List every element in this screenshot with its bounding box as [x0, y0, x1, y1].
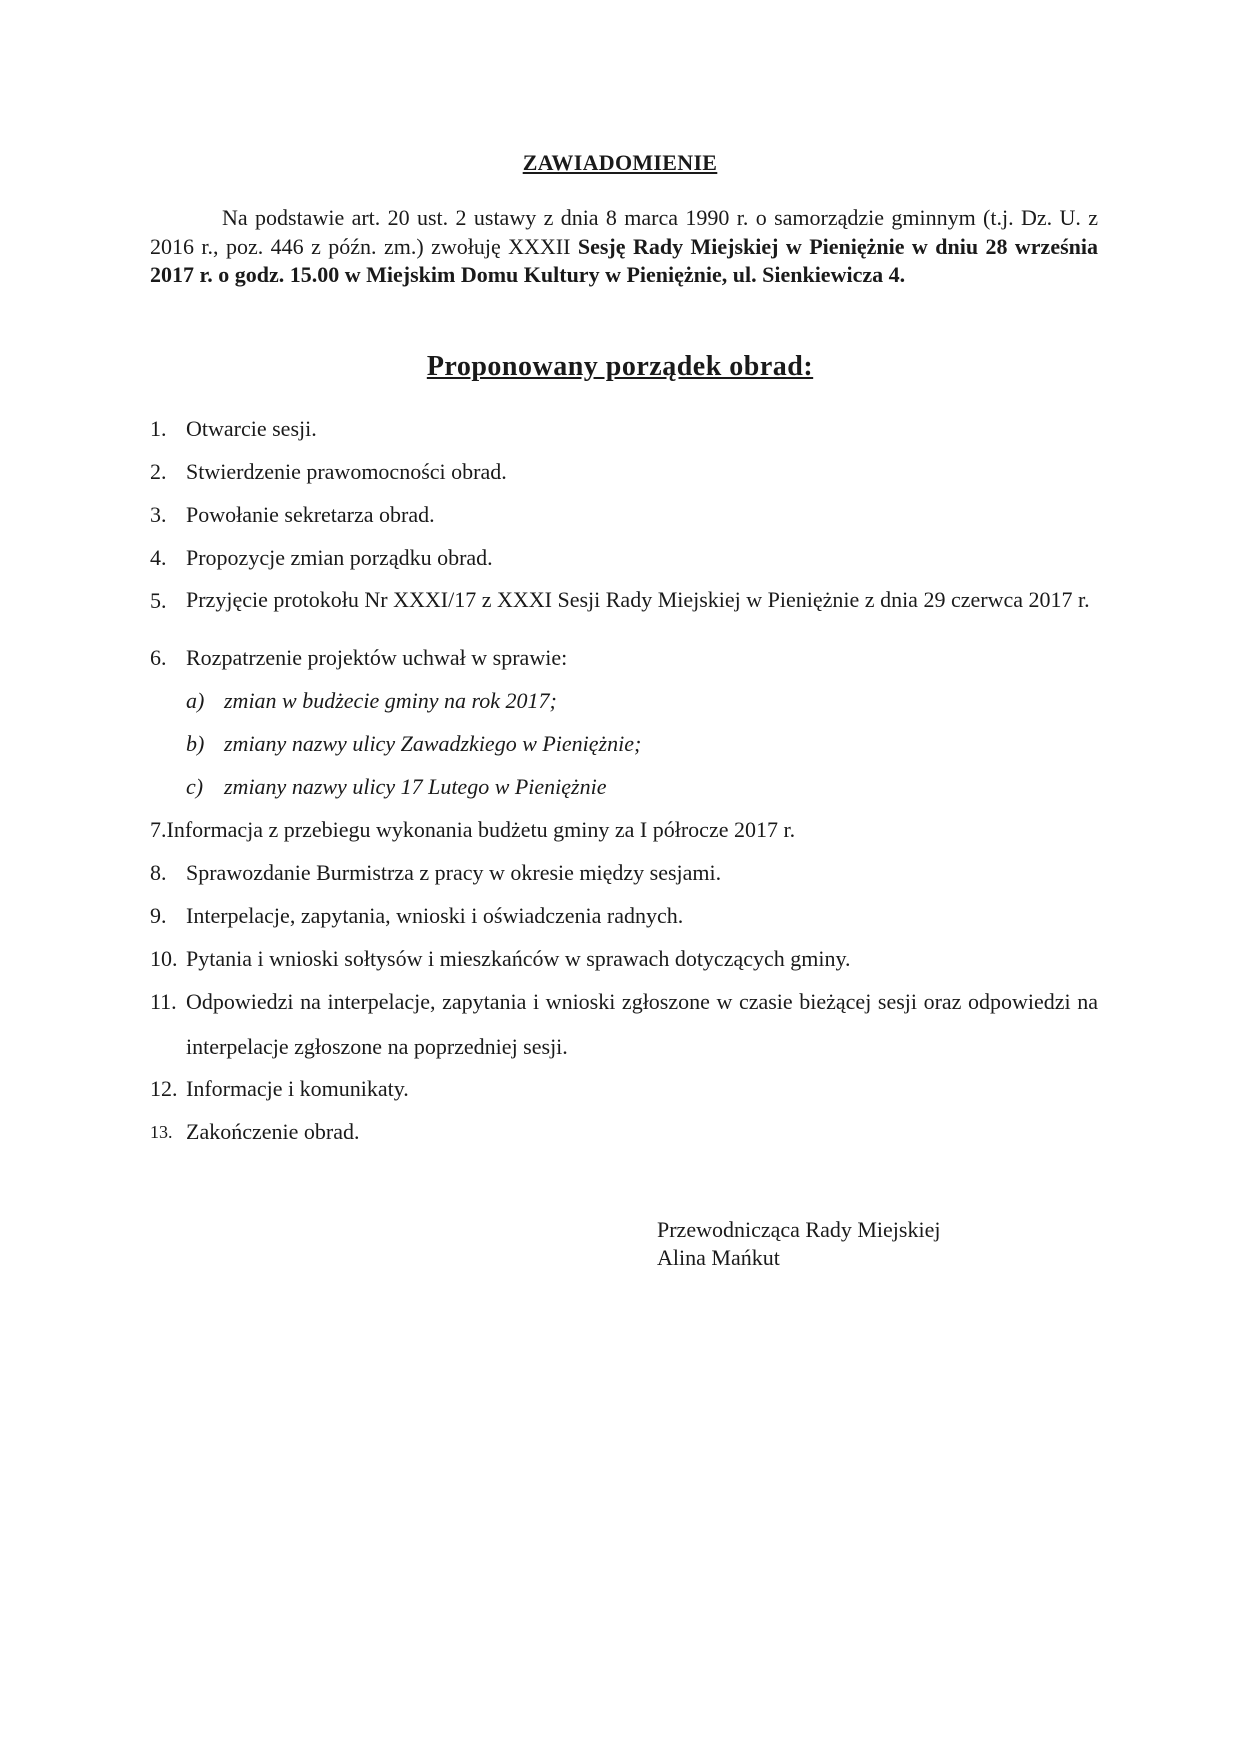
- signature-role: Przewodnicząca Rady Miejskiej: [657, 1217, 941, 1242]
- agenda-item-text: Pytania i wnioski sołtysów i mieszkańców w sprawach dotyczących gminy.: [186, 946, 851, 971]
- subitem-text: zmian w budżecie gminy na rok 2017;: [224, 688, 557, 713]
- agenda-item-text: Informacje i komunikaty.: [186, 1076, 409, 1101]
- agenda-item-text: Otwarcie sesji.: [186, 416, 317, 441]
- intro-bold-text: Sesję Rady Miejskiej w Pieniężnie w dniu 28 września 2017 r. o godz. 15.00 w Miejskim Domu Kultury w Pieniężnie, ul. Sienkiewicza 4.: [150, 233, 1098, 287]
- subitem-letter: a): [186, 688, 205, 713]
- agenda-item-7: [150, 817, 1098, 843]
- agenda-item-number: 5.: [150, 588, 167, 613]
- agenda-item-10: [150, 946, 1098, 972]
- agenda-item-number: 9.: [150, 903, 167, 928]
- intro-text: Na podstawie art. 20 ust. 2 ustawy z dnia 8 marca 1990 r. o samorządzie gminnym (t.j. Dz. U. z 2016 r., poz. 446 z późn. zm.) zwołuję XXXII: [150, 205, 1098, 259]
- subitem-text: zmiany nazwy ulicy Zawadzkiego w Pieniężnie;: [224, 731, 642, 756]
- agenda-item-number: 6.: [150, 645, 167, 670]
- document-title: ZAWIADOMIENIE: [522, 150, 718, 175]
- agenda-item-text: Sprawozdanie Burmistrza z pracy w okresie między sesjami.: [186, 860, 722, 885]
- agenda-item-text: Interpelacje, zapytania, wnioski i oświadczenia radnych.: [186, 903, 684, 928]
- agenda-subitem-c: [186, 774, 1086, 800]
- agenda-item-text: Odpowiedzi na interpelacje, zapytania i wnioski zgłoszone w czasie bieżącej sesji oraz odpowiedzi na interpelacje zgłoszone na poprzedniej sesji.: [186, 989, 1098, 1059]
- agenda-item-text: Informacja z przebiegu wykonania budżetu gminy za I półrocze 2017 r.: [166, 817, 796, 842]
- agenda-item-text: Przyjęcie protokołu Nr XXXI/17 z XXXI Sesji Rady Miejskiej w Pieniężnie z dnia 29 czerwca 2017 r.: [186, 587, 1090, 612]
- agenda-item-number: 13.: [150, 1122, 173, 1142]
- agenda-item-number: 12.: [150, 1076, 178, 1101]
- agenda-item-1: [150, 416, 1098, 442]
- agenda-item-number: 7.: [150, 817, 167, 842]
- agenda-item-9: [150, 903, 1098, 929]
- agenda-item-6: [150, 645, 1098, 671]
- agenda-item-11: [150, 979, 1098, 1069]
- agenda-subitem-b: [186, 731, 1086, 757]
- agenda-item-number: 11.: [150, 989, 177, 1014]
- agenda-item-13: [150, 1119, 1098, 1145]
- agenda-item-number: 10.: [150, 946, 178, 971]
- agenda-item-number: 2.: [150, 459, 167, 484]
- subitem-letter: b): [186, 731, 205, 756]
- agenda-item-8: [150, 860, 1098, 886]
- signature-block: [657, 1216, 940, 1272]
- agenda-item-text: Powołanie sekretarza obrad.: [186, 502, 435, 527]
- agenda-item-number: 4.: [150, 545, 167, 570]
- agenda-item-12: [150, 1076, 1098, 1102]
- subitem-letter: c): [186, 774, 204, 799]
- signature-name: Alina Mańkut: [657, 1245, 780, 1270]
- subitem-text: zmiany nazwy ulicy 17 Lutego w Pieniężnie: [224, 774, 607, 799]
- agenda-item-number: 1.: [150, 416, 167, 441]
- agenda-item-2: [150, 459, 1098, 485]
- agenda-item-5: [150, 588, 1098, 612]
- agenda-item-text: Stwierdzenie prawomocności obrad.: [186, 459, 507, 484]
- agenda-heading: Proponowany porządek obrad:: [426, 351, 814, 382]
- agenda-subitem-a: [186, 688, 1086, 714]
- agenda-item-number: 3.: [150, 502, 167, 527]
- intro-paragraph: [150, 204, 1098, 290]
- agenda-item-text: Rozpatrzenie projektów uchwał w sprawie:: [186, 645, 568, 670]
- agenda-item-text: Propozycje zmian porządku obrad.: [186, 545, 493, 570]
- agenda-item-3: [150, 502, 1098, 528]
- agenda-item-number: 8.: [150, 860, 167, 885]
- agenda-item-text: Zakończenie obrad.: [186, 1119, 360, 1144]
- agenda-item-4: [150, 545, 1098, 571]
